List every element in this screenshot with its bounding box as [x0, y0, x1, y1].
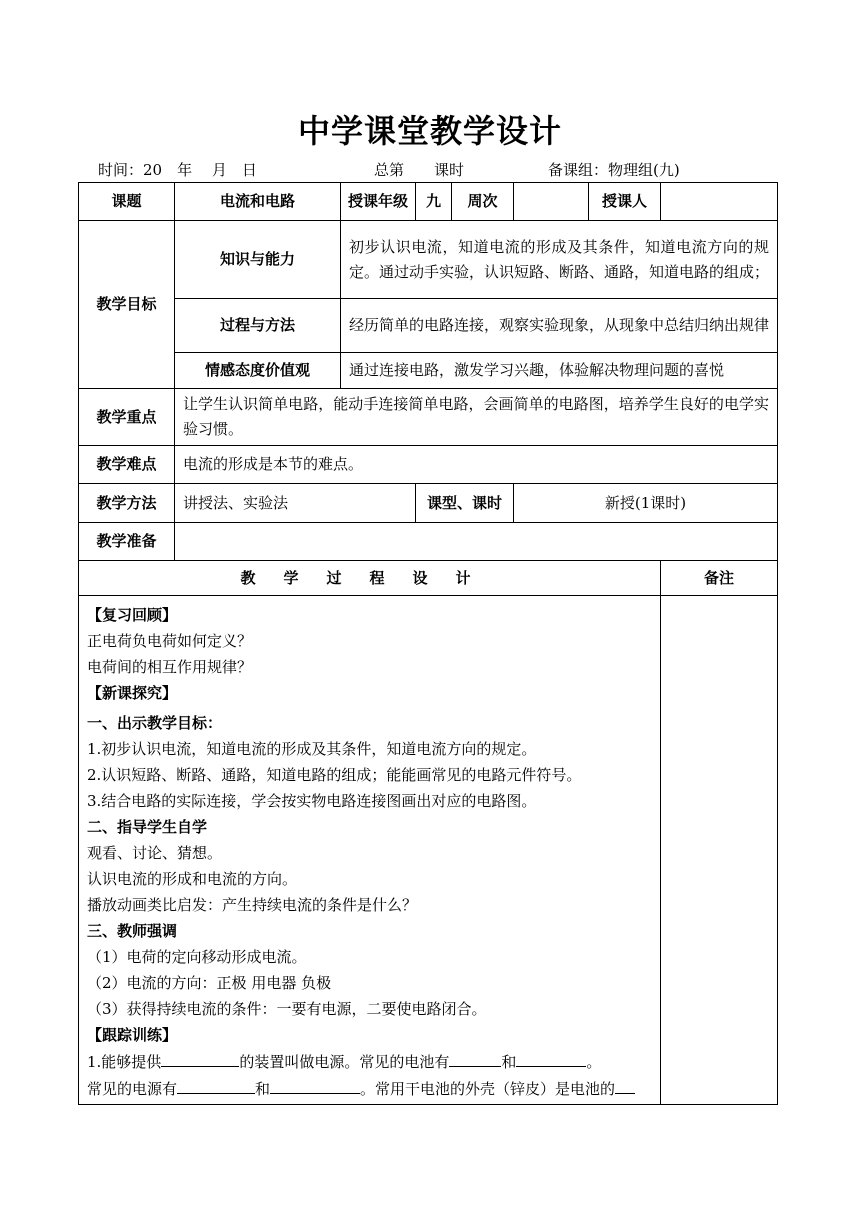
section-3-item-3: （3）获得持续电流的条件：一要有电源，二要使电路闭合。 [87, 1000, 487, 1018]
topic-value: 电流和电路 [175, 183, 341, 221]
exercise-1-text-d: 。 [586, 1053, 602, 1071]
process-header: 教学过程设计 [79, 561, 661, 596]
exercise-1 [87, 1048, 652, 1075]
section-1-item-3: 3.结合电路的实际连接，学会按实物电路连接图画出对应的电路图。 [87, 792, 537, 810]
page-title: 中学课堂教学设计 [297, 112, 562, 150]
section-3-item-1: （1）电荷的定向移动形成电流。 [87, 948, 307, 966]
grade-label: 授课年级 [341, 183, 416, 221]
difficulty-text: 电流的形成是本节的难点。 [175, 446, 778, 484]
answer-blank[interactable] [449, 1048, 501, 1067]
process-body [79, 596, 661, 1105]
teacher-value [661, 183, 778, 221]
notes-column [661, 596, 778, 1105]
time-field: 时间：20 年 月 日 [98, 161, 257, 179]
section-1-heading: 一、出示教学目标： [87, 714, 223, 732]
exercise-2-text-a: 常见的电源有 [87, 1080, 178, 1098]
new-lesson-heading: 【新课探究】 [87, 684, 178, 702]
difficulty-label: 教学难点 [79, 446, 175, 484]
training-heading: 【跟踪训练】 [87, 1026, 178, 1044]
section-3-item-2: （2）电流的方向：正极 用电器 负极 [87, 974, 332, 992]
answer-blank[interactable] [161, 1048, 239, 1067]
answer-blank[interactable] [516, 1048, 586, 1067]
section-2-item-2: 认识电流的形成和电流的方向。 [87, 870, 298, 888]
week-value [514, 183, 589, 221]
lesson-type-text: 新授(1课时) [514, 484, 778, 523]
goal-knowledge-label: 知识与能力 [175, 221, 341, 299]
goal-attitude-label: 情感态度价值观 [175, 353, 341, 389]
answer-blank[interactable] [177, 1075, 255, 1094]
method-label: 教学方法 [79, 484, 175, 523]
exercise-2-text-c: 。常用干电池的外壳（锌皮）是电池的 [360, 1080, 616, 1098]
answer-blank[interactable] [270, 1075, 360, 1094]
goal-attitude-text: 通过连接电路，激发学习兴趣，体验解决物理问题的喜悦 [341, 353, 778, 389]
grade-value: 九 [416, 183, 452, 221]
section-1-item-1: 1.初步认识电流，知道电流的形成及其条件，知道电流方向的规定。 [87, 740, 537, 758]
method-text: 讲授法、实验法 [175, 484, 416, 523]
exercise-1-text-a: 1.能够提供 [87, 1053, 162, 1071]
exercise-2 [87, 1075, 652, 1102]
section-3-heading: 三、教师强调 [87, 922, 178, 940]
review-question-2: 电荷间的相互作用规律？ [87, 658, 253, 676]
goal-knowledge-text: 初步认识电流，知道电流的形成及其条件，知道电流方向的规定。通过动手实验，认识短路、断路、通路，知道电路的组成； [341, 221, 778, 299]
exercise-2-text-b: 和 [255, 1080, 271, 1098]
prep-group-field: 备课组：物理组(九) [548, 161, 680, 179]
review-heading: 【复习回顾】 [87, 606, 178, 624]
lesson-type-label: 课型、课时 [416, 484, 514, 523]
answer-blank[interactable] [615, 1075, 635, 1094]
preparation-label: 教学准备 [79, 523, 175, 561]
lesson-plan-table [78, 182, 778, 1105]
week-label: 周次 [452, 183, 514, 221]
teacher-label: 授课人 [589, 183, 661, 221]
goals-label: 教学目标 [79, 221, 175, 389]
lesson-count-field: 总第 课时 [374, 161, 465, 179]
exercise-1-text-b: 的装置叫做电源。常见的电池有 [239, 1053, 450, 1071]
section-2-item-3: 播放动画类比启发：产生持续电流的条件是什么？ [87, 896, 418, 914]
goal-process-text: 经历简单的电路连接，观察实验现象，从现象中总结归纳出规律 [341, 299, 778, 353]
goal-process-label: 过程与方法 [175, 299, 341, 353]
notes-header: 备注 [661, 561, 778, 596]
review-question-1: 正电荷负电荷如何定义？ [87, 632, 253, 650]
section-2-heading: 二、指导学生自学 [87, 818, 208, 836]
key-point-text: 让学生认识简单电路，能动手连接简单电路，会画简单的电路图，培养学生良好的电学实验习惯。 [175, 389, 778, 446]
section-2-item-1: 观看、讨论、猜想。 [87, 844, 223, 862]
key-point-label: 教学重点 [79, 389, 175, 446]
preparation-text [175, 523, 778, 561]
section-1-item-2: 2.认识短路、断路、通路，知道电路的组成；能能画常见的电路元件符号。 [87, 766, 582, 784]
topic-label: 课题 [79, 183, 175, 221]
exercise-1-text-c: 和 [501, 1053, 517, 1071]
